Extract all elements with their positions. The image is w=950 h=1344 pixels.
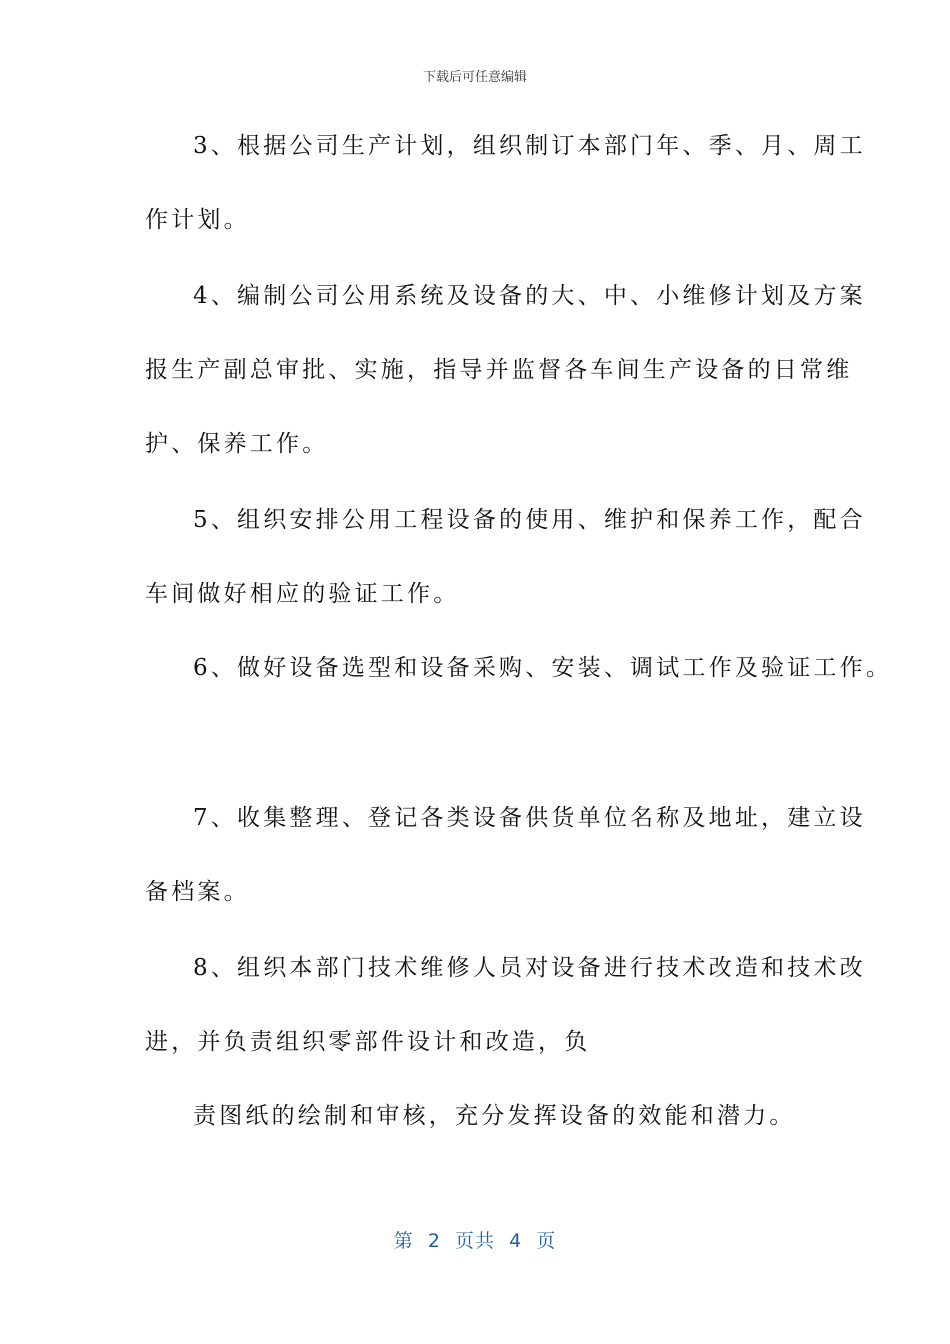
paragraph-8-line-1: 8、组织本部门技术维修人员对设备进行技术改造和技术改 [193, 955, 866, 981]
paragraph-6-line-1: 6、做好设备选型和设备采购、安装、调试工作及验证工作。 [193, 655, 893, 681]
paragraph-4-line-3: 护、保养工作。 [145, 431, 329, 457]
paragraph-3-line-1: 3、根据公司生产计划，组织制订本部门年、季、月、周工 [193, 133, 866, 159]
paragraph-4-line-1: 4、编制公司公用系统及设备的大、中、小维修计划及方案 [193, 283, 866, 309]
paragraph-8-line-2: 进，并负责组织零部件设计和改造，负 [145, 1029, 591, 1055]
paragraph-4-line-2: 报生产副总审批、实施，指导并监督各车间生产设备的日常维 [145, 357, 853, 383]
paragraph-3-line-2: 作计划。 [145, 207, 250, 233]
page-number: 第 2 页共 4 页 [393, 1230, 557, 1252]
paragraph-7-line-1: 7、收集整理、登记各类设备供货单位名称及地址，建立设 [193, 805, 866, 831]
paragraph-5-line-1: 5、组织安排公用工程设备的使用、维护和保养工作，配合 [193, 507, 866, 533]
header-note: 下载后可任意编辑 [422, 70, 527, 85]
paragraph-8-line-3: 责图纸的绘制和审核，充分发挥设备的效能和潜力。 [193, 1103, 796, 1129]
paragraph-7-line-2: 备档案。 [145, 879, 250, 905]
paragraph-5-line-2: 车间做好相应的验证工作。 [145, 581, 460, 607]
